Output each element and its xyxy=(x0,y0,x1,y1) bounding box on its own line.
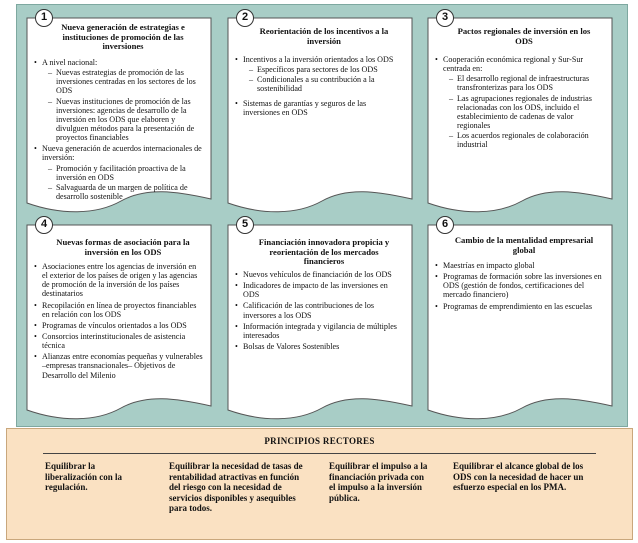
item-text: Cooperación económica regional y Sur-Sur centrada en: xyxy=(443,55,584,74)
list-item: • Consorcios interinstitucionales de asistencia técnica xyxy=(34,332,204,350)
principle-2: Equilibrar la necesidad de tasas de rentabilidad atractivas en función del riesgo con la necesidad de servicios disponibles y asequibles para todos. xyxy=(169,461,303,514)
sub-item: – Condicionales a su contribución a la sostenibilidad xyxy=(243,75,405,93)
box-number-badge: 2 xyxy=(236,9,254,27)
box-body xyxy=(34,262,204,382)
list-item: • Indicadores de impacto de las inversiones en ODS xyxy=(235,281,405,299)
sub-item: – Nuevas instituciones de promoción de las inversiones: agencias de desarrollo de la inversión en los ODS que elaboren y divulguen métodos para la presentación de proyectos financiables xyxy=(42,97,204,143)
principle-1: Equilibrar la liberalización con la regulación. xyxy=(45,461,122,493)
principle-3: Equilibrar el impulso a la financiación privada con el impulso a la inversión pública. xyxy=(329,461,428,503)
principle-4: Equilibrar el alcance global de los ODS con la necesidad de hacer un esfuerzo especial en los PMA. xyxy=(453,461,584,493)
list-item xyxy=(435,55,605,149)
item-text: Sistemas de garantías y seguros de las inversiones en ODS xyxy=(243,98,367,117)
box-number-badge: 4 xyxy=(35,216,53,234)
box-number-badge: 5 xyxy=(236,216,254,234)
principles-title: PRINCIPIOS RECTORES xyxy=(264,436,375,446)
item-text: Nueva generación de acuerdos internacionales de inversión: xyxy=(42,144,202,163)
sub-item: – Específicos para sectores de los ODS xyxy=(243,65,405,74)
box-title: Reorientación de los incentivos a la inversión xyxy=(259,26,389,46)
box-number-badge: 3 xyxy=(436,9,454,27)
box-body xyxy=(235,270,405,353)
list-item xyxy=(34,58,204,142)
list-item: • Asociaciones entre los agencias de inversión en el exterior de los países de origen y las agencias de promoción de la inversión de los países destinatarios xyxy=(34,262,204,299)
box-4 xyxy=(26,218,212,424)
box-title: Pactos regionales de inversión en los ODS xyxy=(457,26,591,46)
sub-item: – Promoción y facilitación proactiva de la inversión en ODS xyxy=(42,164,204,182)
box-number-badge: 1 xyxy=(35,9,53,27)
box-title: Nuevas formas de asociación para la inversión en los ODS xyxy=(56,237,190,257)
list-item: • Calificación de las contribuciones de los inversores a los ODS xyxy=(235,301,405,319)
box-title: Cambio de la mentalidad empresarial global xyxy=(454,235,594,255)
divider xyxy=(43,453,596,454)
sub-item: – Los acuerdos regionales de colaboración industrial xyxy=(443,131,605,149)
box-title: Financiación innovadora propicia y reorientación de los mercados financieros xyxy=(258,237,390,267)
box-2 xyxy=(227,11,413,217)
item-text: Incentivos a la inversión orientados a los ODS xyxy=(243,55,394,64)
box-title: Nueva generación de estrategias e instituciones de promoción de las inversiones xyxy=(61,22,185,52)
sub-item: – Salvaguarda de un margen de política de desarrollo sostenible xyxy=(42,183,204,201)
box-5 xyxy=(227,218,413,424)
box-1 xyxy=(26,11,212,217)
sub-item: – Nuevas estrategias de promoción de las inversiones centradas en los sectores de los ODS xyxy=(42,68,204,95)
list-item xyxy=(34,144,204,201)
box-body xyxy=(235,55,405,119)
box-body xyxy=(435,55,605,151)
list-item: • Información integrada y vigilancia de múltiples interesados xyxy=(235,322,405,340)
box-body xyxy=(435,261,605,313)
sub-item: – Las agrupaciones regionales de industrias relacionadas con los ODS, incluido el establecimiento de cadenas de valor regionales xyxy=(443,94,605,131)
list-item: • Nuevos vehículos de financiación de los ODS xyxy=(235,270,405,279)
list-item: • Programas de formación sobre las inversiones en ODS (gestión de fondos, certificaciones del mercado financiero) xyxy=(435,272,605,299)
item-text: A nivel nacional: xyxy=(42,58,98,67)
list-item: • Recopilación en línea de proyectos financiables en relación con los ODS xyxy=(34,301,204,319)
box-6 xyxy=(427,218,613,424)
list-item xyxy=(235,99,405,117)
list-item: • Bolsas de Valores Sostenibles xyxy=(235,342,405,351)
box-number-badge: 6 xyxy=(436,216,454,234)
box-body xyxy=(34,58,204,203)
list-item: • Maestrías en impacto global xyxy=(435,261,605,270)
list-item: • Alianzas entre economías pequeñas y vulnerables –empresas transnacionales– Objetivos de Desarrollo del Milenio xyxy=(34,352,204,379)
list-item xyxy=(235,55,405,94)
list-item: • Programas de emprendimiento en las escuelas xyxy=(435,302,605,311)
sub-item: – El desarrollo regional de infraestructuras transfronterizas para los ODS xyxy=(443,74,605,92)
box-3 xyxy=(427,11,613,217)
list-item: • Programas de vínculos orientados a los ODS xyxy=(34,321,204,330)
guiding-principles-panel xyxy=(6,428,633,540)
